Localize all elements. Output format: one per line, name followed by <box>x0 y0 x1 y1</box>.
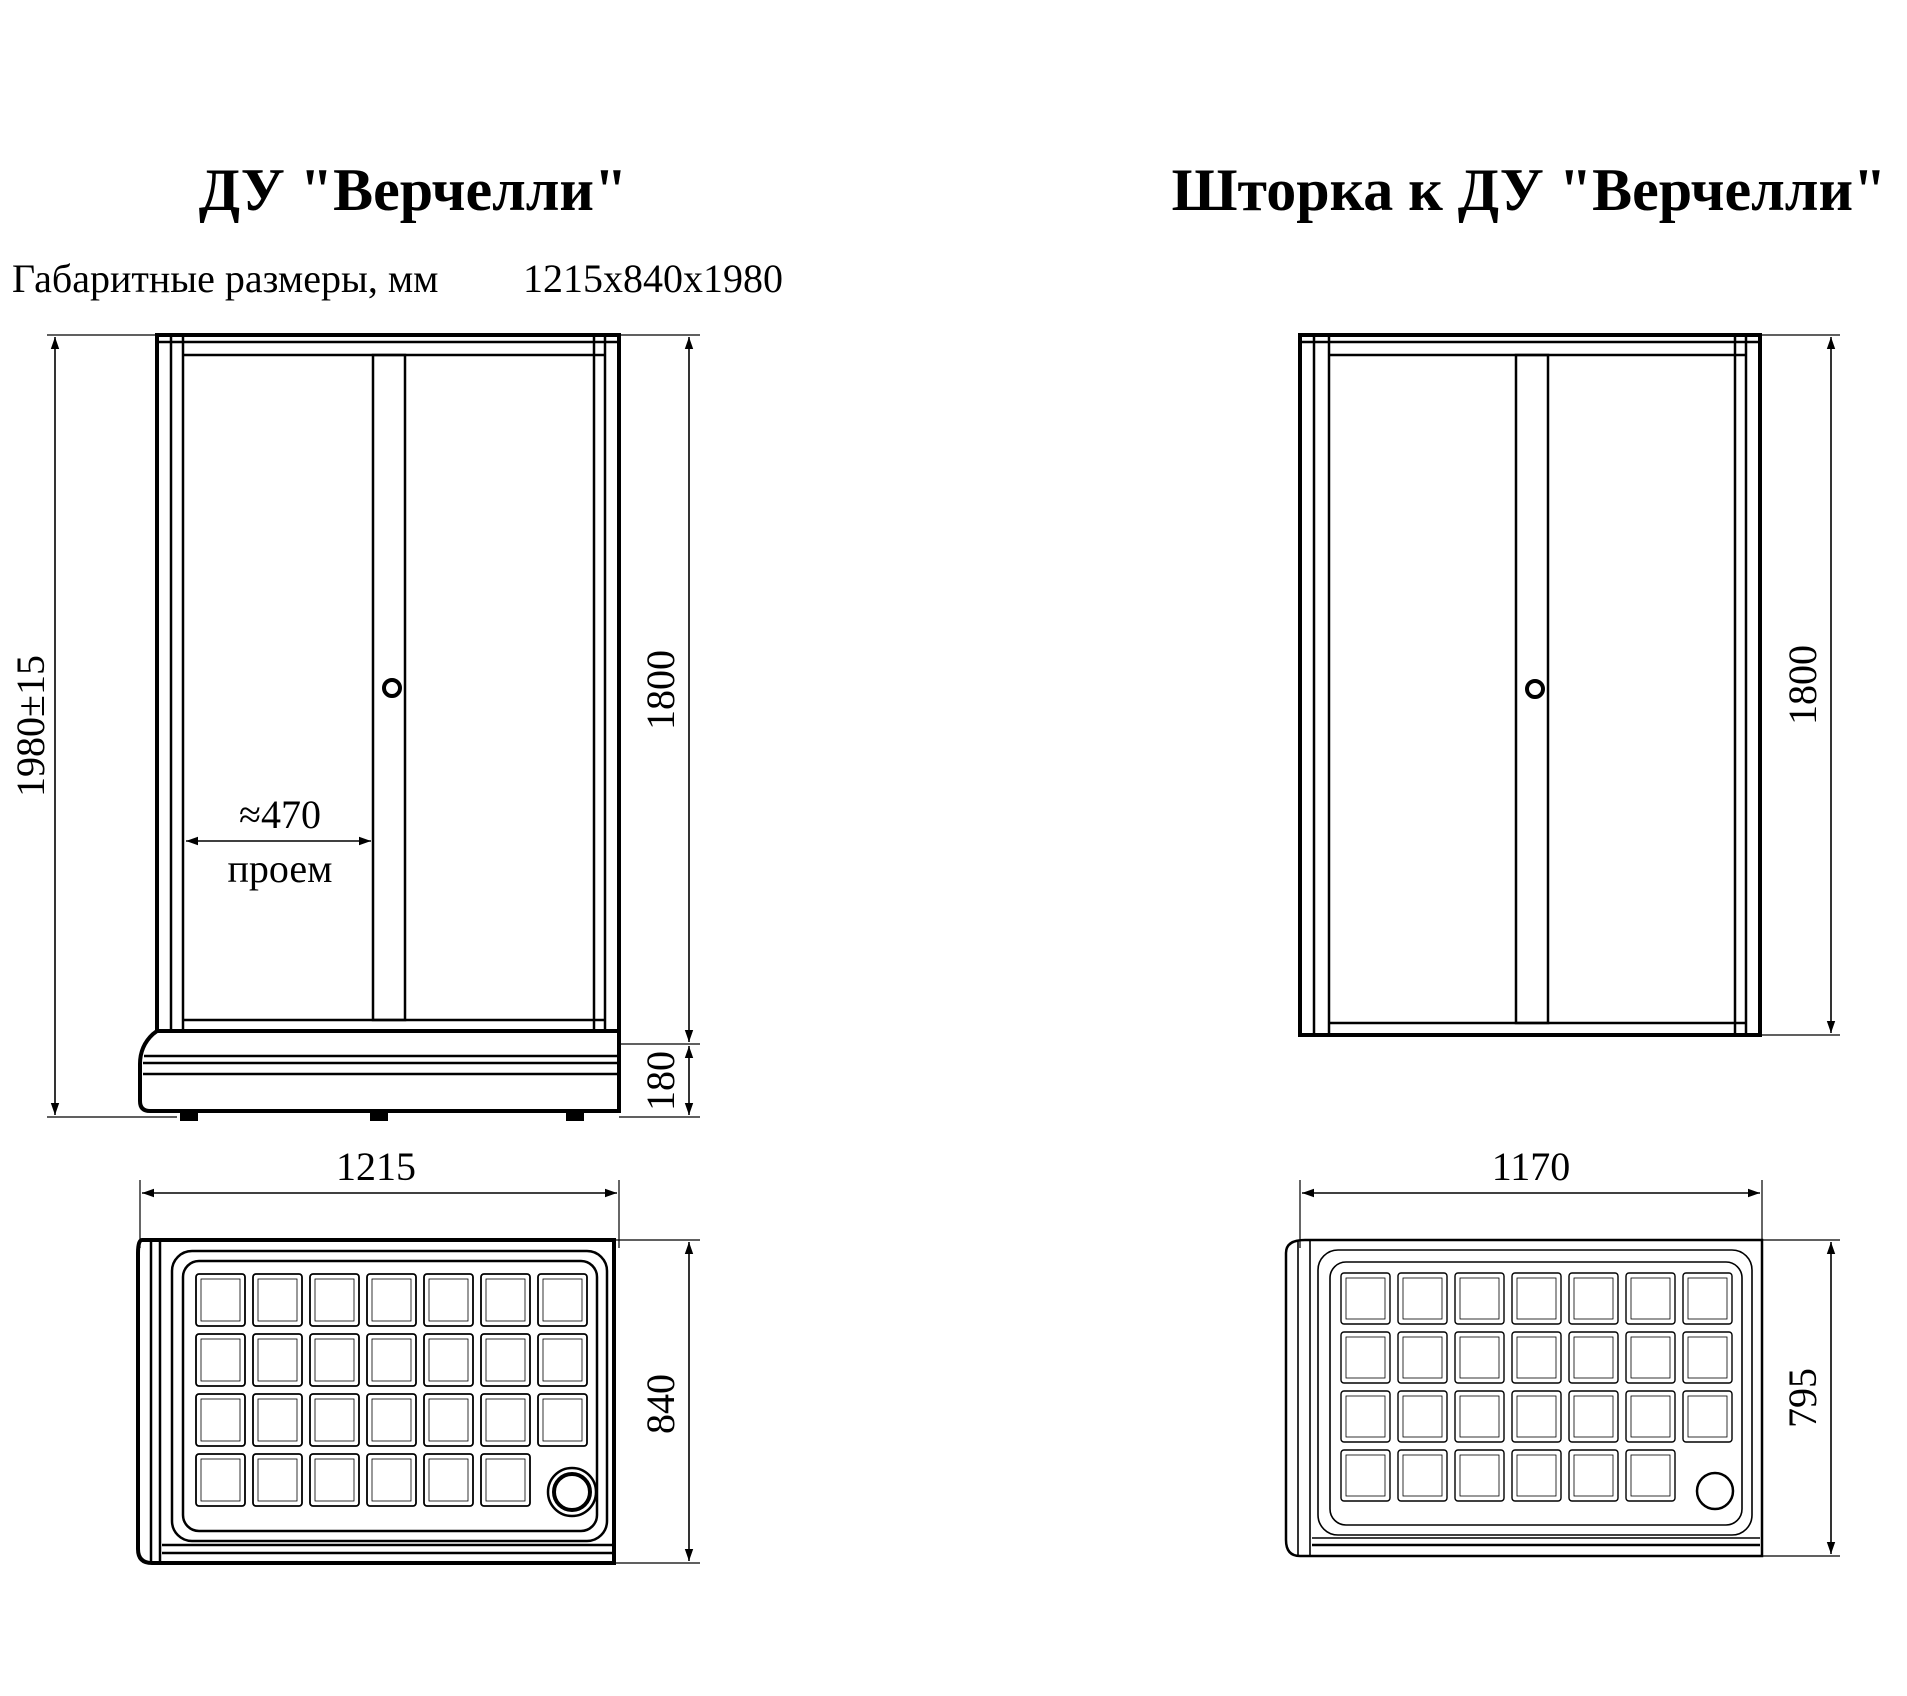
dim-opening <box>186 792 371 891</box>
tray-cell <box>1398 1332 1447 1383</box>
tray-cell <box>196 1454 245 1506</box>
tray-cell-inner <box>486 1399 525 1441</box>
tray-cell-inner <box>372 1339 411 1381</box>
tray-cell-inner <box>1574 1278 1613 1319</box>
tray-cell <box>1569 1273 1618 1324</box>
tray-cell <box>481 1274 530 1326</box>
tray-cell-inner <box>201 1459 240 1501</box>
drain-icon <box>554 1474 590 1510</box>
tray-cell-inner <box>1574 1455 1613 1496</box>
left-title: ДУ "Верчелли" <box>198 157 628 223</box>
tray-cell <box>1398 1391 1447 1442</box>
tray-cell-inner <box>543 1279 582 1321</box>
right-title: Шторка к ДУ "Верчелли" <box>1171 157 1887 223</box>
drain-icon <box>1697 1473 1733 1509</box>
tray-cell-inner <box>201 1279 240 1321</box>
tray-cell <box>1512 1332 1561 1383</box>
tray-cell-inner <box>486 1279 525 1321</box>
tray-cell <box>253 1274 302 1326</box>
tray-cell-inner <box>201 1339 240 1381</box>
tray-cell-inner <box>1403 1455 1442 1496</box>
tray-cell-inner <box>1517 1455 1556 1496</box>
dimensions-caption: Габаритные размеры, мм <box>12 256 439 301</box>
tray-cell-inner <box>543 1339 582 1381</box>
tray-cell <box>1398 1450 1447 1501</box>
dim-total-height <box>8 335 177 1117</box>
tray-cell <box>1341 1391 1390 1442</box>
left-tray-plan <box>138 1240 614 1563</box>
tray-cell <box>253 1454 302 1506</box>
foot-icon <box>180 1111 198 1121</box>
tray-cell-inner <box>1574 1396 1613 1437</box>
tray-cell-inner <box>258 1459 297 1501</box>
tray-cell-inner <box>1517 1337 1556 1378</box>
tray-cell <box>538 1334 587 1386</box>
tray-cell <box>253 1394 302 1446</box>
tray-cell-inner <box>1346 1337 1385 1378</box>
tray-cell <box>1455 1391 1504 1442</box>
tray-cell-inner <box>1574 1337 1613 1378</box>
tray-cell <box>481 1454 530 1506</box>
right-front-view <box>1300 335 1760 1035</box>
tray-cell-inner <box>1688 1337 1727 1378</box>
tray-cell <box>1341 1273 1390 1324</box>
tray-cell-inner <box>1517 1396 1556 1437</box>
tray-cell <box>424 1274 473 1326</box>
tray-cell <box>1569 1450 1618 1501</box>
door-handle-icon <box>384 680 400 696</box>
tray-cell <box>367 1334 416 1386</box>
dim-width-right <box>1300 1144 1762 1248</box>
tray-cell <box>196 1394 245 1446</box>
tray-cell <box>367 1454 416 1506</box>
tray-grid-right <box>1341 1273 1732 1501</box>
tray-cell <box>310 1334 359 1386</box>
tray-cell-inner <box>1460 1455 1499 1496</box>
tray-cell-inner <box>1403 1278 1442 1319</box>
tray-cell <box>1626 1332 1675 1383</box>
tray-cell <box>1398 1273 1447 1324</box>
tray-cell <box>1512 1450 1561 1501</box>
tray-cell <box>196 1274 245 1326</box>
tray-cell-inner <box>372 1459 411 1501</box>
tray-cell-inner <box>315 1459 354 1501</box>
dim-opening-value: ≈470 <box>239 792 321 837</box>
tray-cell-inner <box>201 1399 240 1441</box>
tray-cell <box>481 1394 530 1446</box>
tray-cell-inner <box>486 1339 525 1381</box>
tray-cell <box>1512 1391 1561 1442</box>
tray-cell-inner <box>1346 1396 1385 1437</box>
tray-grid-left <box>196 1274 587 1506</box>
dim-panel-height-right <box>1760 335 1840 1035</box>
tray-cell <box>538 1274 587 1326</box>
tray-cell <box>1341 1450 1390 1501</box>
tray-cell <box>310 1274 359 1326</box>
tray-cell-inner <box>1688 1396 1727 1437</box>
tray-cell <box>253 1334 302 1386</box>
tray-cell <box>1626 1450 1675 1501</box>
dim-depth-left-label: 840 <box>638 1374 683 1434</box>
tray-cell-inner <box>1460 1396 1499 1437</box>
tray-cell-inner <box>429 1399 468 1441</box>
tray-cell <box>1683 1391 1732 1442</box>
tray-cell-inner <box>258 1279 297 1321</box>
dim-depth-right-label: 795 <box>1780 1368 1825 1428</box>
tray-cell-inner <box>1517 1278 1556 1319</box>
tray-cell-inner <box>1631 1455 1670 1496</box>
tray-cell-inner <box>1403 1337 1442 1378</box>
tray-cell-inner <box>1403 1396 1442 1437</box>
tray-cell <box>1683 1273 1732 1324</box>
tray-cell-inner <box>258 1339 297 1381</box>
foot-icon <box>566 1111 584 1121</box>
tray-cell <box>1626 1391 1675 1442</box>
dimensions-value: 1215x840x1980 <box>523 256 783 301</box>
dim-panel-height-right-label: 1800 <box>1780 645 1825 725</box>
tray-cell <box>1455 1450 1504 1501</box>
tray-cell <box>424 1334 473 1386</box>
dim-depth-left <box>614 1240 700 1563</box>
tray-cell-inner <box>1346 1278 1385 1319</box>
tray-cell <box>1569 1332 1618 1383</box>
tray-cell-inner <box>372 1399 411 1441</box>
tray-cell-inner <box>315 1339 354 1381</box>
tray-cell <box>1455 1332 1504 1383</box>
dim-tray-height-label: 180 <box>638 1051 683 1111</box>
tray-cell-inner <box>543 1399 582 1441</box>
tray-cell <box>424 1454 473 1506</box>
tray-cell-inner <box>1631 1396 1670 1437</box>
door-handle-icon <box>1527 681 1543 697</box>
tray-cell <box>367 1274 416 1326</box>
tray-cell-inner <box>1460 1337 1499 1378</box>
tray-cell <box>1455 1273 1504 1324</box>
tray-cell-inner <box>315 1399 354 1441</box>
tray-cell-inner <box>429 1459 468 1501</box>
tray-cell <box>1341 1332 1390 1383</box>
tray-cell <box>367 1394 416 1446</box>
tray-cell-inner <box>1688 1278 1727 1319</box>
tray-cell <box>310 1394 359 1446</box>
tray-cell <box>1626 1273 1675 1324</box>
tray-cell-inner <box>1631 1337 1670 1378</box>
tray-cell-inner <box>429 1279 468 1321</box>
tray-cell <box>1512 1273 1561 1324</box>
tray-cell-inner <box>1631 1278 1670 1319</box>
tray-cell <box>481 1334 530 1386</box>
dim-opening-label: проем <box>227 846 333 891</box>
dim-width-left-label: 1215 <box>336 1144 416 1189</box>
tray-cell-inner <box>1346 1455 1385 1496</box>
dim-total-height-label: 1980±15 <box>8 655 53 797</box>
dim-panel-height-label: 1800 <box>638 650 683 730</box>
tray-cell-inner <box>429 1339 468 1381</box>
tray-cell-inner <box>315 1279 354 1321</box>
dim-panel-height <box>619 335 700 1117</box>
tray-cell-inner <box>486 1459 525 1501</box>
dim-depth-right <box>1762 1240 1840 1556</box>
tray-cell <box>196 1334 245 1386</box>
tray-cell <box>1683 1332 1732 1383</box>
tray-cell-inner <box>1460 1278 1499 1319</box>
tray-cell-inner <box>258 1399 297 1441</box>
right-tray-plan <box>1286 1240 1762 1556</box>
tray-cell <box>538 1394 587 1446</box>
tray-cell <box>1569 1391 1618 1442</box>
tray-cell <box>310 1454 359 1506</box>
left-front-view <box>140 335 619 1121</box>
tray-cell-inner <box>372 1279 411 1321</box>
dim-width-right-label: 1170 <box>1491 1144 1571 1189</box>
foot-icon <box>370 1111 388 1121</box>
dim-width-left <box>140 1144 619 1248</box>
tray-cell <box>424 1394 473 1446</box>
